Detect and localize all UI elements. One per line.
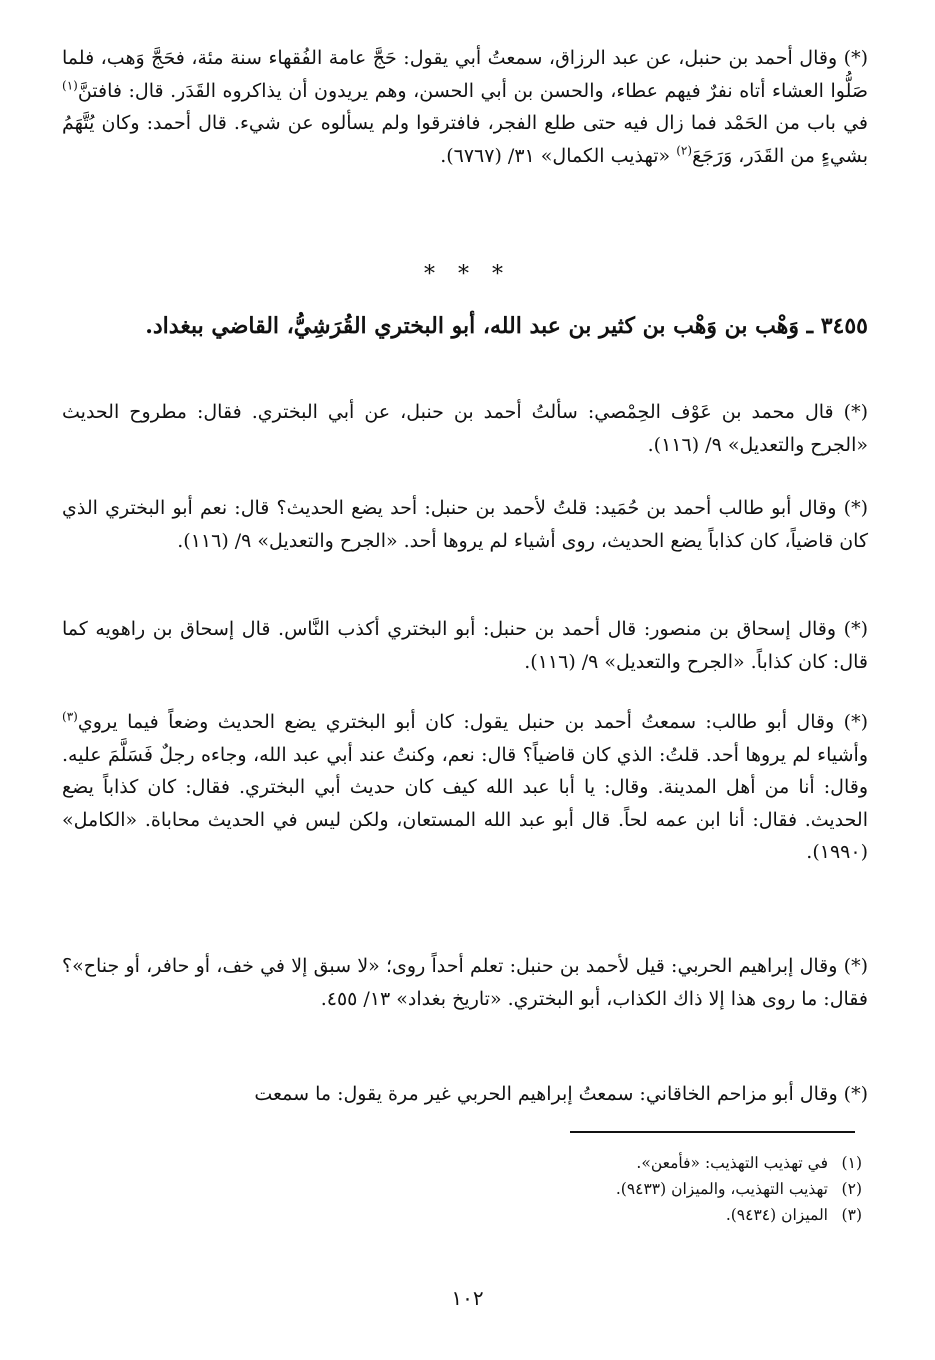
- paragraph-ibn-awf: [62, 396, 868, 461]
- paragraph-wahb-qadar: [62, 42, 868, 172]
- footnote-ref-1[interactable]: (١): [62, 78, 78, 93]
- paragraph-harbi: [62, 950, 868, 1015]
- paragraph-text: (*) وقال أبو مزاحم الخاقاني: سمعتُ إبراهيم الحربي غير مرة يقول: ما سمعت: [254, 1083, 868, 1105]
- footnote-item: [62, 1202, 862, 1228]
- footnote-ref-3[interactable]: (٣): [62, 709, 78, 724]
- footnote-number: (٣): [841, 1206, 862, 1224]
- footnote-text: تهذيب التهذيب، والميزان (٩٤٣٣).: [615, 1180, 828, 1198]
- paragraph-text: وأشياء لم يروها أحد. قلتُ: الذي كان قاضياً؟ قال: نعم، وكنتُ عند أبي عبد الله، وجاءه رجلٌ فَسَلَّمَ عليه. وقال: أنا من أهل المدينة. وقال: يا أبا عبد الله كيف كان حديث أبي البختري. فقال: كان كذاباً يضع الحديث. فقال: أنا ابن عمه لحاً. قال أبو عبد الله المستعان، ولكن ليس في الحديث محاباة. «الكامل» (١٩٩٠).: [62, 743, 868, 863]
- footnote-item: [62, 1176, 862, 1202]
- footnote-ref-2[interactable]: (٢): [676, 143, 693, 158]
- footnote-number: (١): [841, 1154, 862, 1172]
- paragraph-text: (*) وقال أبو طالب: سمعتُ أحمد بن حنبل يقول: كان أبو البختري يضع الحديث وضعاً فيما يروي: [77, 711, 868, 733]
- paragraph-khaqani: [62, 1078, 868, 1111]
- footnote-text: الميزان (٩٤٣٤).: [725, 1206, 828, 1224]
- paragraph-text: «تهذيب الكمال» ٣١/ (٦٧٦٧).: [440, 144, 677, 167]
- paragraph-text: (*) قال محمد بن عَوْف الحِمْصي: سألتُ أحمد بن حنبل، عن أبي البختري. فقال: مطروح الحديث «الجرح والتعديل» ٩/ (١١٦).: [62, 401, 868, 456]
- footnotes-section: [62, 1150, 862, 1228]
- page-number: ١٠٢: [451, 1286, 484, 1310]
- entry-number: ٣٤٥٥: [820, 313, 868, 339]
- paragraph-text: (*) وقال أبو طالب أحمد بن حُمَيد: قلتُ لأحمد بن حنبل: أحد يضع الحديث؟ قال: نعم أبو البختري الذي كان قاضياً، كان كذاباً يضع الحديث، روى أشياء لم يروها أحد. «الجرح والتعديل» ٩/ (١١٦).: [62, 497, 868, 552]
- entry-title: ـ وَهْب بن وَهْب بن كثير بن عبد الله، أبو البختري القُرَشِيُّ، القاضي ببغداد.: [145, 313, 821, 339]
- paragraph-text: في باب من الحَمْد فما زال فيه حتى طلع الفجر، فافترقوا ولم يسألوه عن شيء. قال أحمد: وكان يُتَّهَمُ بشيءٍ من القَدَر، وَرَجَعَ: [62, 112, 868, 167]
- paragraph-abu-talib-2: [62, 706, 868, 869]
- paragraph-abu-talib-1: [62, 492, 868, 557]
- paragraph-text: (*) وقال إسحاق بن منصور: قال أحمد بن حنبل: أبو البختري أكذب النَّاس. قال إسحاق بن راهويه كما قال: كان كذاباً. «الجرح والتعديل» ٩/ (١١٦).: [62, 618, 868, 673]
- footnote-item: [62, 1150, 862, 1176]
- section-separator-stars: * * *: [424, 262, 511, 287]
- paragraph-ishaq: [62, 613, 868, 678]
- footnote-divider: [570, 1131, 855, 1133]
- paragraph-text: (*) وقال إبراهيم الحربي: قيل لأحمد بن حنبل: تعلم أحداً روى؛ «لا سبق إلا في خف، أو حافر، أو جناح»؟ فقال: ما روى هذا إلا ذاك الكذاب، أبو البختري. «تاريخ بغداد» ١٣/ ٤٥٥.: [62, 955, 868, 1010]
- footnote-text: في تهذيب التهذيب: «فأمعن».: [636, 1154, 828, 1172]
- entry-heading: [62, 308, 868, 344]
- paragraph-text: (*) وقال أحمد بن حنبل، عن عبد الرزاق، سمعتُ أبي يقول: حَجَّ عامة الفُقهاء سنة مئة، فحَجَّ وَهب، فلما صَلُّوا العشاء أتاه نفرٌ فيهم عطاء، والحسن بن أبي الحسن، وهم يريدون أن يذاكروه القَدَر. قال: فافتنَّ: [62, 47, 868, 102]
- footnote-number: (٢): [841, 1180, 862, 1198]
